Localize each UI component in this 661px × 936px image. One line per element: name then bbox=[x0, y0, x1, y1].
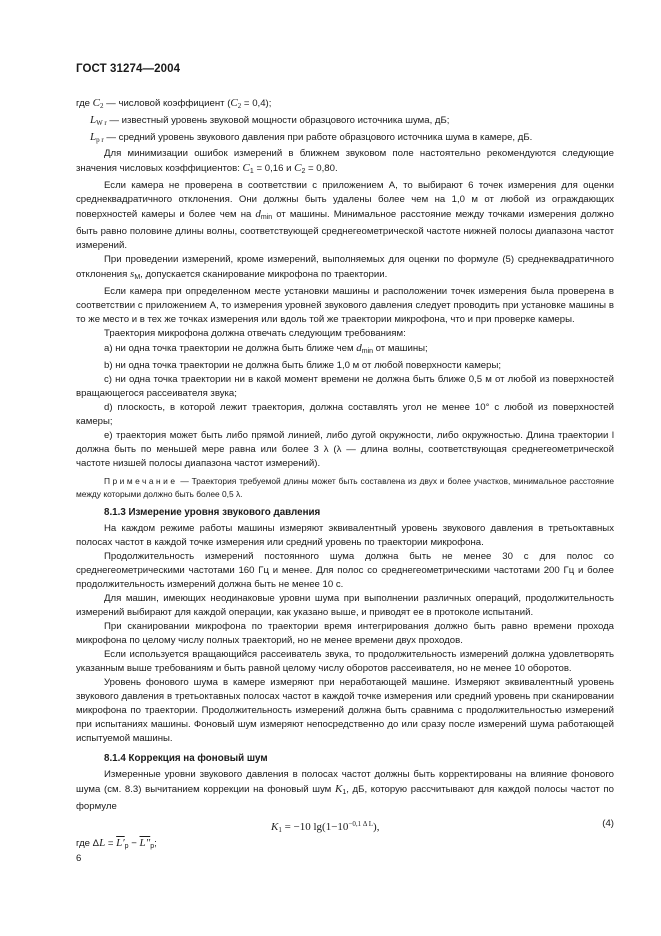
paragraph-correction: Измеренные уровни звукового давления в полосах частот должны быть корректированы на влияние фонового шума (см. 8.3) вычитанием коррекции на фоновый шум $K_1$, дБ, которую рассчитывают для каждой полосы частот по формуле bbox=[76, 769, 614, 812]
paragraph-integration-time: При сканировании микрофона по траектории время интегрирования должно быть равно времени прохода микрофона по целому числу полных траекторий, но не менее времени двух проходов. bbox=[76, 621, 614, 646]
paragraph-verified-chamber: Если камера при определенном месте установки машины и расположении точек измерения была проверена в соответствии с приложением А, то измерения уровней звукового давления следует проводить при установке машины в то же место и в тех же точках измерения или вдоль той же траектории микрофона, что и при проверке камеры. bbox=[76, 286, 614, 325]
paragraph-trajectory-requirements: Траектория микрофона должна отвечать следующим требованиям: bbox=[104, 328, 406, 339]
requirement-c: c) ни одна точка траектории ни в какой момент времени не должна быть ближе 0,5 м от любой из поверхностей вращающегося рассеивателя звука; bbox=[76, 374, 614, 399]
definition-lpr: $L_{p r}$ — средний уровень звукового давления при работе образцового источника шума в камере, дБ. bbox=[90, 131, 533, 144]
document-page bbox=[76, 62, 614, 854]
where-clause: где $\Delta L = L'_p - L''_p$; bbox=[76, 837, 157, 850]
paragraph-varying-noise: Для машин, имеющих неодинаковые уровни шума при выполнении различных операций, продолжительность измерений выбирают для каждой операции, как указано выше, и приводят ее в протоколе испытаний. bbox=[76, 593, 614, 618]
paragraph-rotating-diffuser: Если используется вращающийся рассеиватель звука, то продолжительность измерений должна удовлетворять указанным выше требованиям и быть равной целому числу оборотов рассеивателя, но не менее 10 оборотов. bbox=[76, 649, 614, 674]
paragraph-coefficients: Для минимизации ошибок измерений в ближнем звуковом поле настоятельно рекомендуются следующие значения числовых коэффициентов: $C_1 = 0,16$ и $C_2 = 0,80$. bbox=[76, 148, 614, 175]
paragraph-scanning: При проведении измерений, кроме измерений, выполняемых для оценки по формуле (5) среднеквадратичного отклонения $s_M$, допускается сканирование микрофона по траектории. bbox=[76, 254, 614, 281]
paragraph-measurement-points: Если камера не проверена в соответствии с приложением А, то выбирают 6 точек измерения для оценки среднеквадратичного отклонения. Они должны быть удалены более чем на 1,0 м от любой из ограждающих поверхностей камеры и более чем на $d_{min}$ от машины. Минимальное расстояние между точками измерения должно быть равно половине длины волны, соответствующей среднегеометрической частоте нижней полосы диапазона частот измерений. bbox=[76, 180, 614, 251]
requirement-a: а) ни одна точка траектории не должна быть ближе чем $d_{min}$ от машины; bbox=[104, 342, 428, 355]
note: Примечание — Траектория требуемой длины может быть составлена из двух и более участков, минимальное расстояние между которыми должно быть более 0,5 λ. bbox=[76, 476, 614, 499]
requirement-e: е) траектория может быть либо прямой линией, либо дугой окружности, либо окружностью. Длина траектории l должна быть по меньшей мере равна или более 3 λ (λ — длина волны, соответствующая среднегеометрической частоте низшей полосы диапазона частот измерений). bbox=[76, 430, 614, 469]
page-number: 6 bbox=[76, 853, 82, 864]
requirement-b: b) ни одна точка траектории не должна быть ближе 1,0 м от любой поверхности камеры; bbox=[104, 360, 502, 371]
definition-lwr: $L_{W r}$ — известный уровень звуковой мощности образцового источника шума, дБ; bbox=[90, 114, 450, 127]
section-8-1-4-title: 8.1.4 Коррекция на фоновый шум bbox=[104, 753, 268, 764]
document-header: ГОСТ 31274—2004 bbox=[76, 63, 181, 75]
requirement-d: d) плоскость, в которой лежит траектория, должна составлять угол не менее 10° с любой из поверхностей камеры; bbox=[76, 402, 614, 427]
paragraph-background-noise: Уровень фонового шума в камере измеряют при неработающей машине. Измеряют эквивалентный уровень звукового давления в третьоктавных полосах частот в каждой точке измерения или средний уровень при сканировании микрофона по траектории. Продолжительность измерений должна быть сравнима с продолжительностью измерений при испытаниях машины. Фоновый шум измеряют непосредственно до или сразу после измерений шума работающей испытуемой машины. bbox=[76, 677, 614, 744]
paragraph-duration: Продолжительность измерений постоянного шума должна быть не менее 30 с для полос со среднегеометрическими частотами 160 Гц и менее. Для полос со среднегеометрическими частотами 200 Гц и более продолжительность измерений должна быть не менее 10 с. bbox=[76, 551, 614, 590]
formula-expression: $K_1 = -10$ $\lg(1-10^{-0,1 \Delta L})$, bbox=[271, 820, 380, 834]
section-8-1-3-title: 8.1.3 Измерение уровня звукового давления bbox=[104, 507, 321, 518]
formula-4 bbox=[76, 816, 614, 834]
definition-c2: где $C_2$ — числовой коэффициент $(C_2 = 0,4)$; bbox=[76, 97, 272, 110]
formula-number: (4) bbox=[602, 818, 614, 829]
paragraph-equivalent-level: На каждом режиме работы машины измеряют эквивалентный уровень звукового давления в третьоктавных полосах частот в каждой точке измерения или средний уровень по траектории микрофона. bbox=[76, 523, 614, 548]
